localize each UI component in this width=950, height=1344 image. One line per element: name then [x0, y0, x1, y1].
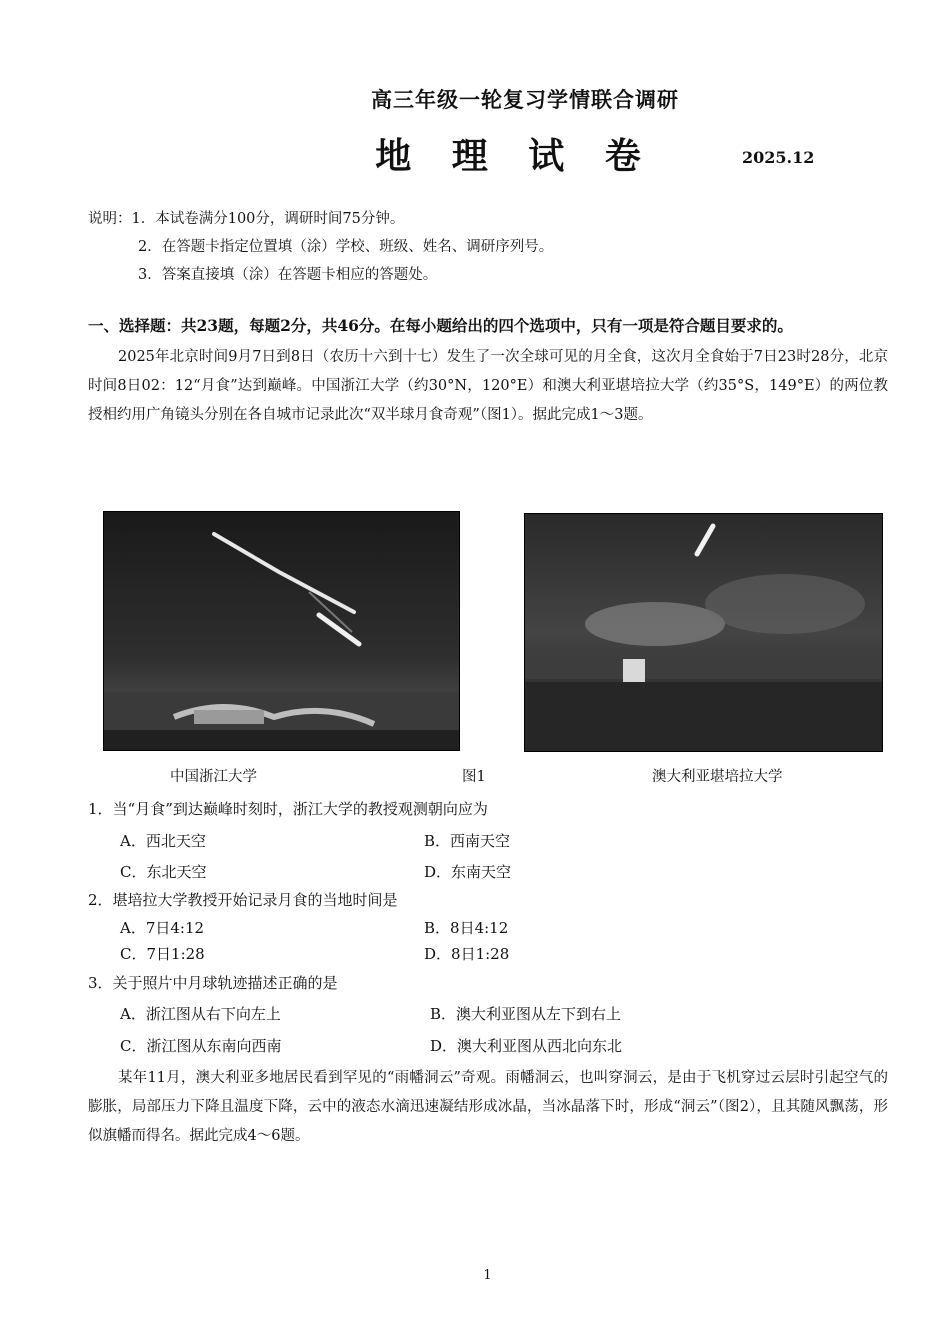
caption-canberra: 澳大利亚堪培拉大学: [652, 769, 783, 785]
question-3-option-a: A．浙江图从右下向左上: [120, 1005, 281, 1023]
question-1-option-c: C．东北天空: [120, 863, 207, 881]
question-1-option-a: A．西北天空: [120, 832, 206, 850]
question-1-option-b: B．西南天空: [424, 832, 511, 850]
passage-2-text: 某年11月，澳大利亚多地居民看到罕见的“雨幡洞云”奇观。雨幡洞云，也叫穿洞云，是由于飞机穿过云层时引起空气的膨胀，局部压力下降且温度下降，云中的液态水滴迅速凝结形成冰晶，当冰晶落下时，形成“洞云”（图2），且其随风飘荡，形似旗幡而得名。据此完成4～6题。: [88, 1070, 888, 1144]
instruction-3: 3．答案直接填（涂）在答题卡相应的答题处。: [138, 267, 438, 283]
question-1-option-d: D．东南天空: [424, 863, 512, 881]
zhejiang-eclipse-image: [104, 512, 459, 750]
question-2-option-d: D．8日1:28: [424, 945, 510, 963]
question-2-stem: 2．堪培拉大学教授开始记录月食的当地时间是: [88, 891, 398, 909]
photo-zhejiang-university: [103, 511, 460, 751]
page-number: 1: [483, 1268, 492, 1283]
exam-date: 2025.12: [742, 148, 815, 167]
question-2-option-a: A．7日4:12: [120, 919, 205, 937]
section-heading: 一、选择题：共23题，每题2分，共46分。在每小题给出的四个选项中，只有一项是符合题目要求的。: [88, 316, 793, 335]
question-3-option-d: D．澳大利亚图从西北向东北: [430, 1037, 623, 1055]
question-3-option-c: C．浙江图从东南向西南: [120, 1037, 282, 1055]
question-3-stem: 3．关于照片中月球轨迹描述正确的是: [88, 974, 338, 992]
instruction-1: 说明：1．本试卷满分100分，调研时间75分钟。: [88, 211, 405, 227]
instructions: [88, 205, 553, 289]
question-1-stem: 1．当“月食”到达巅峰时刻时，浙江大学的教授观测朝向应为: [88, 800, 488, 818]
question-2-option-c: C．7日1:28: [120, 945, 205, 963]
figure-1-label: 图1: [462, 769, 486, 785]
photo-canberra-university: [524, 513, 883, 752]
passage-2: [88, 1064, 888, 1151]
passage-1: [88, 343, 888, 430]
instruction-2: 2．在答题卡指定位置填（涂）学校、班级、姓名、调研序列号。: [138, 239, 554, 255]
exam-subtitle: 高三年级一轮复习学情联合调研: [371, 87, 679, 112]
exam-title: 地 理 试 卷: [375, 135, 655, 177]
caption-zhejiang: 中国浙江大学: [170, 769, 257, 785]
canberra-eclipse-image: [525, 514, 882, 751]
question-3-option-b: B．澳大利亚图从左下到右上: [430, 1005, 622, 1023]
question-2-option-b: B．8日4:12: [424, 919, 509, 937]
passage-1-text: 2025年北京时间9月7日到8日（农历十六到十七）发生了一次全球可见的月全食，这次月全食始于7日23时28分，北京时间8日02：12“月食”达到巅峰。中国浙江大学（约30°N，120°E）和澳大利亚堪培拉大学（约35°S，149°E）的两位教授相约用广角镜头分别在各自城市记录此次“双半球月食奇观”（图1）。据此完成1～3题。: [88, 349, 888, 423]
